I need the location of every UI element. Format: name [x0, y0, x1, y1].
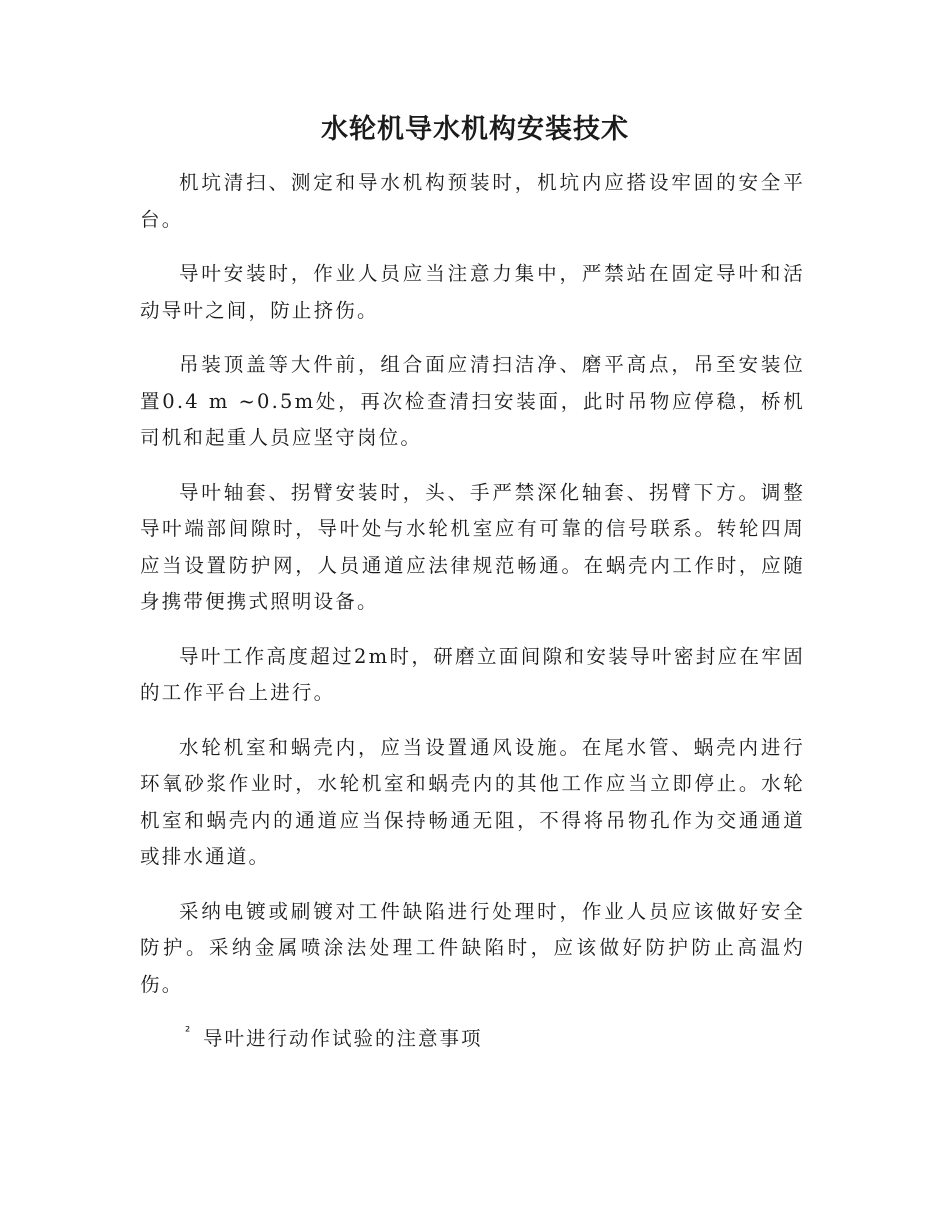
document-title: 水轮机导水机构安装技术: [321, 114, 629, 145]
document-body: [140, 165, 805, 1057]
paragraph-head-cover-lifting: 吊装顶盖等大件前，组合面应清扫洁净、磨平高点，吊至安装位置0.4 m ~0.5m处，再次检查清扫安装面，此时吊物应停稳，桥机司机和起重人员应坚守岗位。: [140, 353, 805, 449]
paragraph-working-height: 导叶工作高度超过2m时，研磨立面间隙和安装导叶密封应在牢固的工作平台上进行。: [140, 644, 805, 704]
paragraph-plating-protection: 采纳电镀或刷镀对工件缺陷进行处理时，作业人员应该做好安全防护。采纳金属喷涂法处理工件缺陷时，应该做好防护防止高温灼伤。: [140, 899, 805, 996]
paragraph-ventilation: 水轮机室和蜗壳内，应当设置通风设施。在尾水管、蜗壳内进行环氧砂浆作业时，水轮机室和蜗壳内的其他工作应当立即停止。水轮机室和蜗壳内的通道应当保持畅通无阻，不得将吊物孔作为交通通道或排水通道。: [140, 735, 805, 868]
paragraph-bushing-crank-install: 导叶轴套、拐臂安装时，头、手严禁深化轴套、拐臂下方。调整导叶端部间隙时，导叶处与水轮机室应有可靠的信号联系。转轮四周应当设置防护网，人员通道应法律规范畅通。在蜗壳内工作时，应随身携带便携式照明设备。: [140, 480, 805, 613]
paragraph-guide-vane-install: 导叶安装时，作业人员应当注意力集中，严禁站在固定导叶和活动导叶之间，防止挤伤。: [140, 262, 805, 322]
paragraph-pit-cleaning: 机坑清扫、测定和导水机构预装时，机坑内应搭设牢固的安全平台。: [140, 171, 805, 231]
bullet-text: 导叶进行动作试验的注意事项: [203, 1027, 483, 1050]
bullet-mark: ²: [185, 1025, 193, 1040]
bullet-item-guide-vane-test: [140, 1021, 805, 1057]
